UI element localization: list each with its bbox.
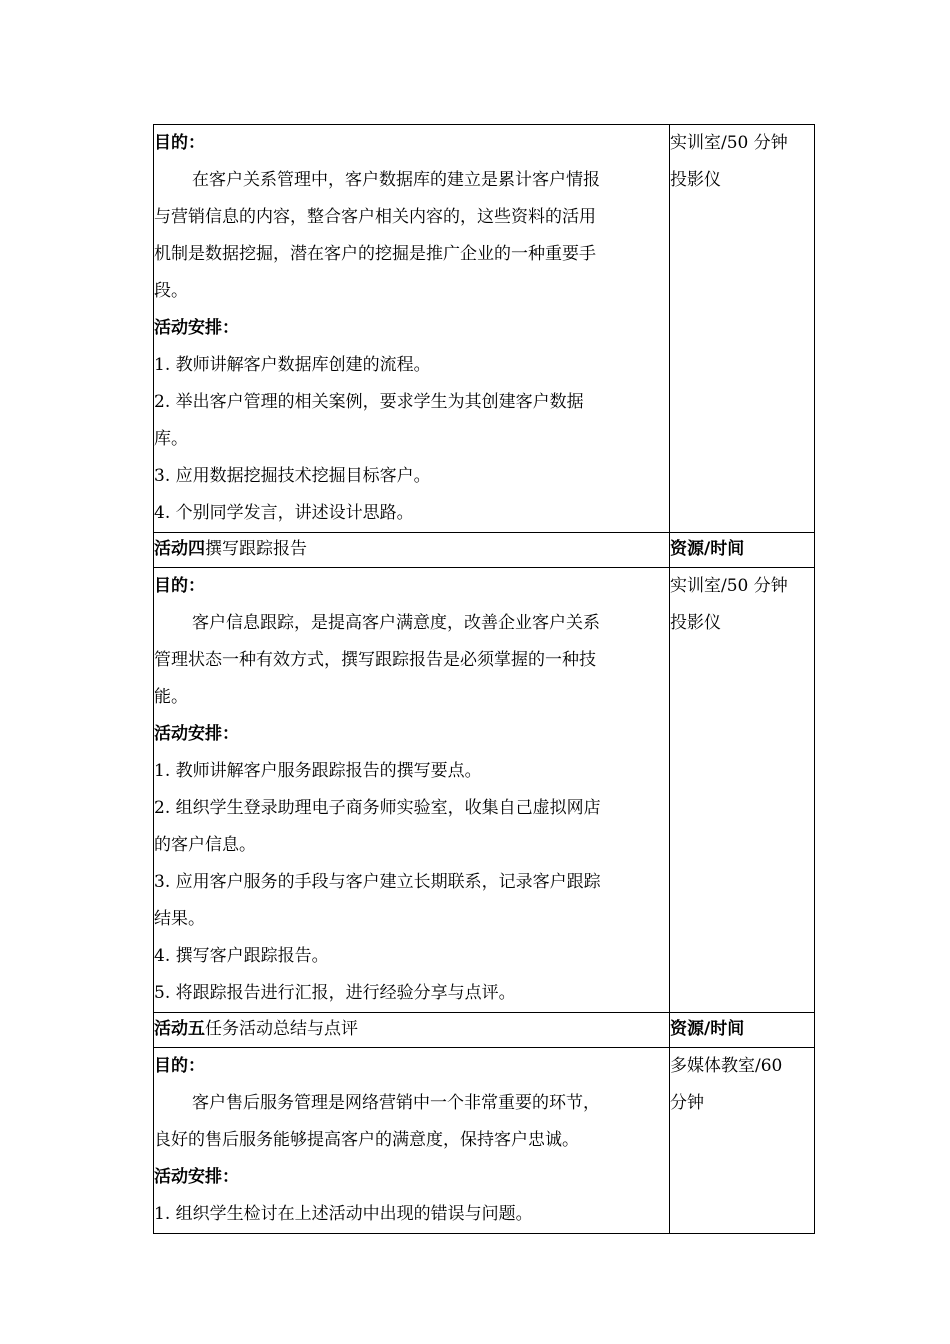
arrangement-line: 1. 教师讲解客户服务跟踪报告的撰写要点。 — [154, 761, 482, 781]
resource-cell — [670, 1048, 815, 1234]
arrangement-line: 结果。 — [154, 909, 205, 929]
purpose-label: 目的： — [154, 576, 205, 596]
activity-body-row — [154, 568, 815, 1013]
purpose-line: 段。 — [154, 281, 188, 301]
arrangement-label: 活动安排： — [154, 724, 239, 744]
resource-header-cell — [670, 1013, 815, 1048]
activity-title-cell — [154, 533, 670, 568]
arrangement-line: 2. 组织学生登录助理电子商务师实验室，收集自己虚拟网店 — [154, 798, 601, 818]
activity-header-row — [154, 533, 815, 568]
activity-body-row — [154, 125, 815, 533]
activity-table — [153, 124, 815, 1234]
arrangement-line: 5. 将跟踪报告进行汇报，进行经验分享与点评。 — [154, 983, 516, 1003]
activity-number: 活动四 — [154, 539, 205, 559]
arrangement-line: 1. 教师讲解客户数据库创建的流程。 — [154, 355, 431, 375]
purpose-line: 能。 — [154, 687, 188, 707]
arrangement-line: 2. 举出客户管理的相关案例，要求学生为其创建客户数据 — [154, 392, 584, 412]
resource-header: 资源/时间 — [670, 1019, 745, 1039]
resource-line: 实训室/50 分钟 — [670, 133, 788, 153]
resource-line: 多媒体教室/60 — [670, 1056, 783, 1076]
arrangement-line: 4. 撰写客户跟踪报告。 — [154, 946, 329, 966]
arrangement-line: 1. 组织学生检讨在上述活动中出现的错误与问题。 — [154, 1204, 533, 1224]
purpose-line: 客户售后服务管理是网络营销中一个非常重要的环节， — [192, 1093, 600, 1113]
arrangement-line: 3. 应用客户服务的手段与客户建立长期联系，记录客户跟踪 — [154, 872, 601, 892]
arrangement-line: 的客户信息。 — [154, 835, 256, 855]
activity-body-row — [154, 1048, 815, 1234]
activity-content-cell — [154, 568, 670, 1013]
resource-line: 投影仪 — [670, 170, 721, 190]
arrangement-line: 4. 个别同学发言，讲述设计思路。 — [154, 503, 414, 523]
resource-line: 实训室/50 分钟 — [670, 576, 788, 596]
purpose-line: 与营销信息的内容，整合客户相关内容的，这些资料的活用 — [154, 207, 596, 227]
purpose-line: 在客户关系管理中，客户数据库的建立是累计客户情报 — [192, 170, 600, 190]
arrangement-line: 3. 应用数据挖掘技术挖掘目标客户。 — [154, 466, 431, 486]
activity-title-cell — [154, 1013, 670, 1048]
activity-title: 撰写跟踪报告 — [205, 539, 307, 559]
purpose-line: 管理状态一种有效方式，撰写跟踪报告是必须掌握的一种技 — [154, 650, 596, 670]
activity-content-cell — [154, 125, 670, 533]
activity-header-row — [154, 1013, 815, 1048]
resource-line: 投影仪 — [670, 613, 721, 633]
arrangement-line: 库。 — [154, 429, 188, 449]
activity-number: 活动五 — [154, 1019, 205, 1039]
purpose-label: 目的： — [154, 133, 205, 153]
purpose-label: 目的： — [154, 1056, 205, 1076]
purpose-line: 良好的售后服务能够提高客户的满意度，保持客户忠诚。 — [154, 1130, 579, 1150]
resource-cell — [670, 568, 815, 1013]
arrangement-label: 活动安排： — [154, 318, 239, 338]
resource-header: 资源/时间 — [670, 539, 745, 559]
activity-content-cell — [154, 1048, 670, 1234]
resource-line: 分钟 — [670, 1093, 704, 1113]
resource-cell — [670, 125, 815, 533]
resource-header-cell — [670, 533, 815, 568]
arrangement-label: 活动安排： — [154, 1167, 239, 1187]
purpose-line: 机制是数据挖掘，潜在客户的挖掘是推广企业的一种重要手 — [154, 244, 596, 264]
purpose-line: 客户信息跟踪，是提高客户满意度，改善企业客户关系 — [192, 613, 600, 633]
activity-title: 任务活动总结与点评 — [205, 1019, 358, 1039]
